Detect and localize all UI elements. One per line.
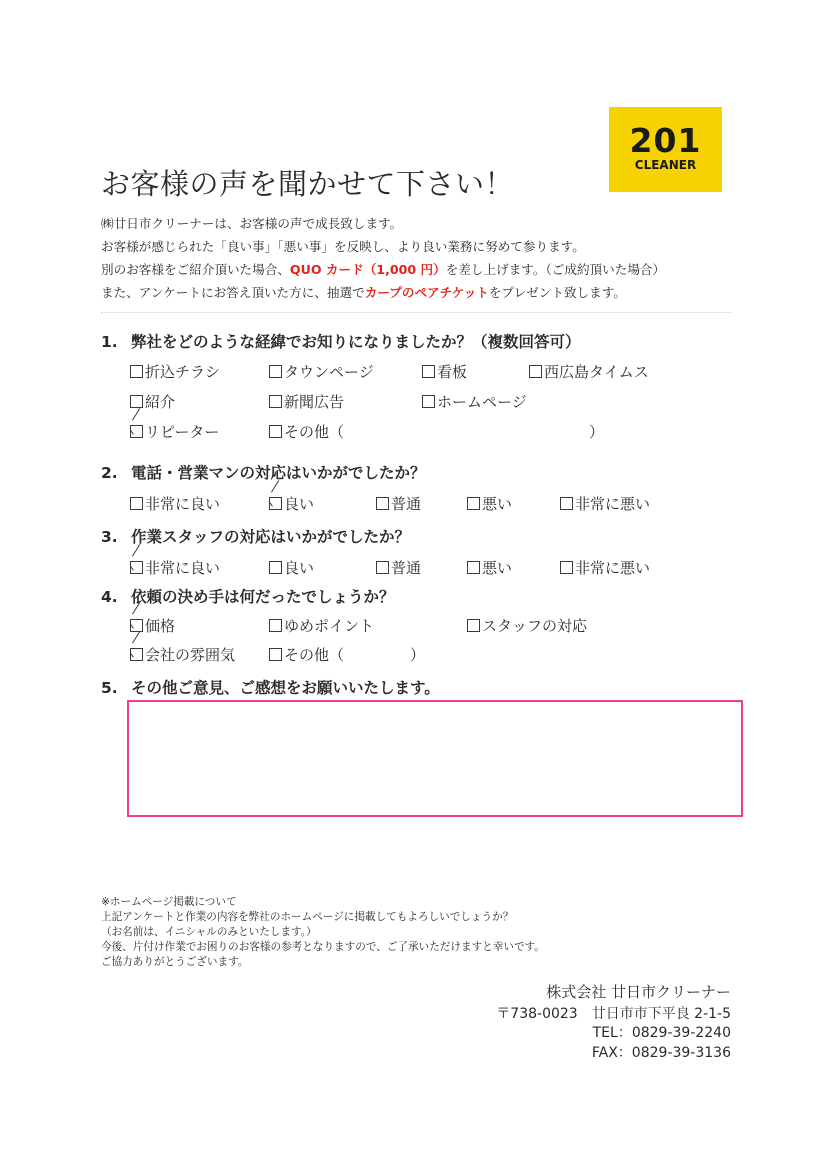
homepage-note-line: 今後、片付け作業でお困りのお客様の参考となりますので、ご了承いただけますと幸いです。 <box>101 941 545 953</box>
option-label: ホームページ <box>437 393 527 411</box>
intro-line-3 <box>101 262 665 278</box>
q2-option-good[interactable] <box>269 494 314 514</box>
q3-option-average[interactable] <box>376 558 421 578</box>
intro-line-2: お客様が感じられた「良い事」「悪い事」を反映し、より良い業務に努めて参ります。 <box>101 239 585 254</box>
checkbox-checked[interactable] <box>130 619 143 632</box>
question-number: 2. <box>101 464 118 482</box>
company-fax: FAX：0829-39-3136 <box>591 1045 731 1061</box>
checkbox[interactable] <box>422 365 435 378</box>
checkbox[interactable] <box>269 425 282 438</box>
checkbox[interactable] <box>467 497 480 510</box>
logo-text: CLEANER <box>634 158 697 172</box>
intro-line-3-post: を差し上げます。（ご成約頂いた場合） <box>445 262 666 277</box>
question-text: 弊社をどのような経緯でお知りになりましたか？（複数回答可） <box>131 333 581 351</box>
company-tel: TEL：0829-39-2240 <box>592 1025 731 1041</box>
option-label: その他（ <box>284 423 345 441</box>
q1-option-nishihiroshima-times[interactable] <box>529 362 649 382</box>
checkbox[interactable] <box>376 497 389 510</box>
divider <box>101 312 731 313</box>
carp-ticket-highlight: カープのペアチケット <box>364 285 489 300</box>
question-text: 依頼の決め手は何だったでしょうか？ <box>131 588 395 606</box>
question-1 <box>101 331 581 353</box>
checkbox[interactable] <box>560 497 573 510</box>
q1-option-signboard[interactable] <box>422 362 467 382</box>
q2-option-very-bad[interactable] <box>560 494 650 514</box>
checkbox[interactable] <box>130 395 143 408</box>
option-label: 非常に良い <box>145 495 221 513</box>
q1-option-townpage[interactable] <box>269 362 374 382</box>
homepage-note-heading: ※ホームページ掲載について <box>101 896 237 908</box>
q4-option-yume-point[interactable] <box>269 616 374 636</box>
option-label: 価格 <box>145 617 176 635</box>
checkbox[interactable] <box>529 365 542 378</box>
intro-line-3-pre: 別のお客様をご紹介頂いた場合、 <box>101 262 290 277</box>
option-label: 非常に良い <box>145 559 221 577</box>
q2-option-average[interactable] <box>376 494 421 514</box>
intro-line-1: ㈱廿日市クリーナーは、お客様の声で成長致します。 <box>101 216 403 231</box>
question-text: その他ご意見、ご感想をお願いいたします。 <box>131 679 440 697</box>
question-5 <box>101 677 440 699</box>
option-label: 紹介 <box>145 393 176 411</box>
option-label: 折込チラシ <box>145 363 221 381</box>
homepage-note-line: （お名前は、イニシャルのみといたします。） <box>101 926 317 938</box>
checkbox[interactable] <box>130 497 143 510</box>
q1-option-other[interactable] <box>269 422 344 442</box>
question-number: 1. <box>101 333 118 351</box>
checkbox[interactable] <box>467 619 480 632</box>
logo-number: 201 <box>629 121 702 160</box>
checkbox-checked[interactable] <box>130 425 143 438</box>
checkbox-checked[interactable] <box>130 561 143 574</box>
question-text: 作業スタッフの対応はいかがでしたか？ <box>131 528 411 546</box>
q1-option-flyer[interactable] <box>130 362 220 382</box>
company-address: 〒738-0023 廿日市市下平良 2-1-5 <box>496 1006 731 1022</box>
page-title: お客様の声を聞かせて下さい！ <box>101 167 515 201</box>
option-label: スタッフの対応 <box>482 617 588 635</box>
option-label: 良い <box>284 495 315 513</box>
q4-option-staff[interactable] <box>467 616 587 636</box>
option-label: 会社の雰囲気 <box>145 646 236 664</box>
option-label: 西広島タイムス <box>544 363 649 381</box>
comment-box[interactable] <box>127 700 743 817</box>
checkbox[interactable] <box>269 648 282 661</box>
question-4 <box>101 586 395 608</box>
checkbox[interactable] <box>467 561 480 574</box>
q2-option-very-good[interactable] <box>130 494 220 514</box>
option-label: 新聞広告 <box>284 393 345 411</box>
q3-option-bad[interactable] <box>467 558 512 578</box>
q3-option-very-bad[interactable] <box>560 558 650 578</box>
option-label: 普通 <box>391 559 422 577</box>
checkbox-checked[interactable] <box>269 497 282 510</box>
option-label: 非常に悪い <box>575 559 651 577</box>
quo-card-highlight: QUO カード（1,000 円） <box>289 262 446 277</box>
q1-option-homepage[interactable] <box>422 392 527 412</box>
option-label: タウンページ <box>284 363 374 381</box>
intro-line-4 <box>101 285 626 301</box>
option-label: 悪い <box>482 559 513 577</box>
intro-line-4-post: をプレゼント致します。 <box>488 285 626 300</box>
checkbox[interactable] <box>560 561 573 574</box>
checkbox[interactable] <box>269 619 282 632</box>
question-number: 3. <box>101 528 118 546</box>
checkbox[interactable] <box>269 365 282 378</box>
q3-option-good[interactable] <box>269 558 314 578</box>
q2-option-bad[interactable] <box>467 494 512 514</box>
q4-option-atmosphere[interactable] <box>130 645 235 665</box>
option-label: 悪い <box>482 495 513 513</box>
option-label: 良い <box>284 559 315 577</box>
option-label: リピーター <box>145 423 220 441</box>
homepage-note-line: ご協力ありがとうございます。 <box>101 956 249 968</box>
option-label: 普通 <box>391 495 422 513</box>
question-text: 電話・営業マンの対応はいかがでしたか？ <box>131 464 426 482</box>
company-name: 株式会社 廿日市クリーナー <box>546 983 731 1001</box>
question-3 <box>101 526 410 548</box>
q1-other-close-paren: ） <box>589 423 605 441</box>
checkbox[interactable] <box>269 561 282 574</box>
option-label: 非常に悪い <box>575 495 651 513</box>
q3-option-very-good[interactable] <box>130 558 220 578</box>
checkbox[interactable] <box>422 395 435 408</box>
q4-option-other[interactable] <box>269 645 344 665</box>
option-label: ゆめポイント <box>284 617 375 635</box>
intro-line-4-pre: また、アンケートにお答え頂いた方に、抽選で <box>101 285 365 300</box>
option-label: 看板 <box>437 363 468 381</box>
q1-option-newspaper[interactable] <box>269 392 344 412</box>
checkbox[interactable] <box>269 395 282 408</box>
q1-option-repeater[interactable] <box>130 422 219 442</box>
company-logo <box>609 107 722 192</box>
checkbox[interactable] <box>130 365 143 378</box>
q4-other-close-paren: ） <box>410 646 426 664</box>
q1-option-referral[interactable] <box>130 392 175 412</box>
question-2 <box>101 462 426 484</box>
option-label: その他（ <box>284 646 345 664</box>
question-number: 4. <box>101 588 118 606</box>
checkbox-checked[interactable] <box>130 648 143 661</box>
question-number: 5. <box>101 679 118 697</box>
homepage-note-line: 上記アンケートと作業の内容を弊社のホームページに掲載してもよろしいでしょうか？ <box>101 911 514 923</box>
checkbox[interactable] <box>376 561 389 574</box>
